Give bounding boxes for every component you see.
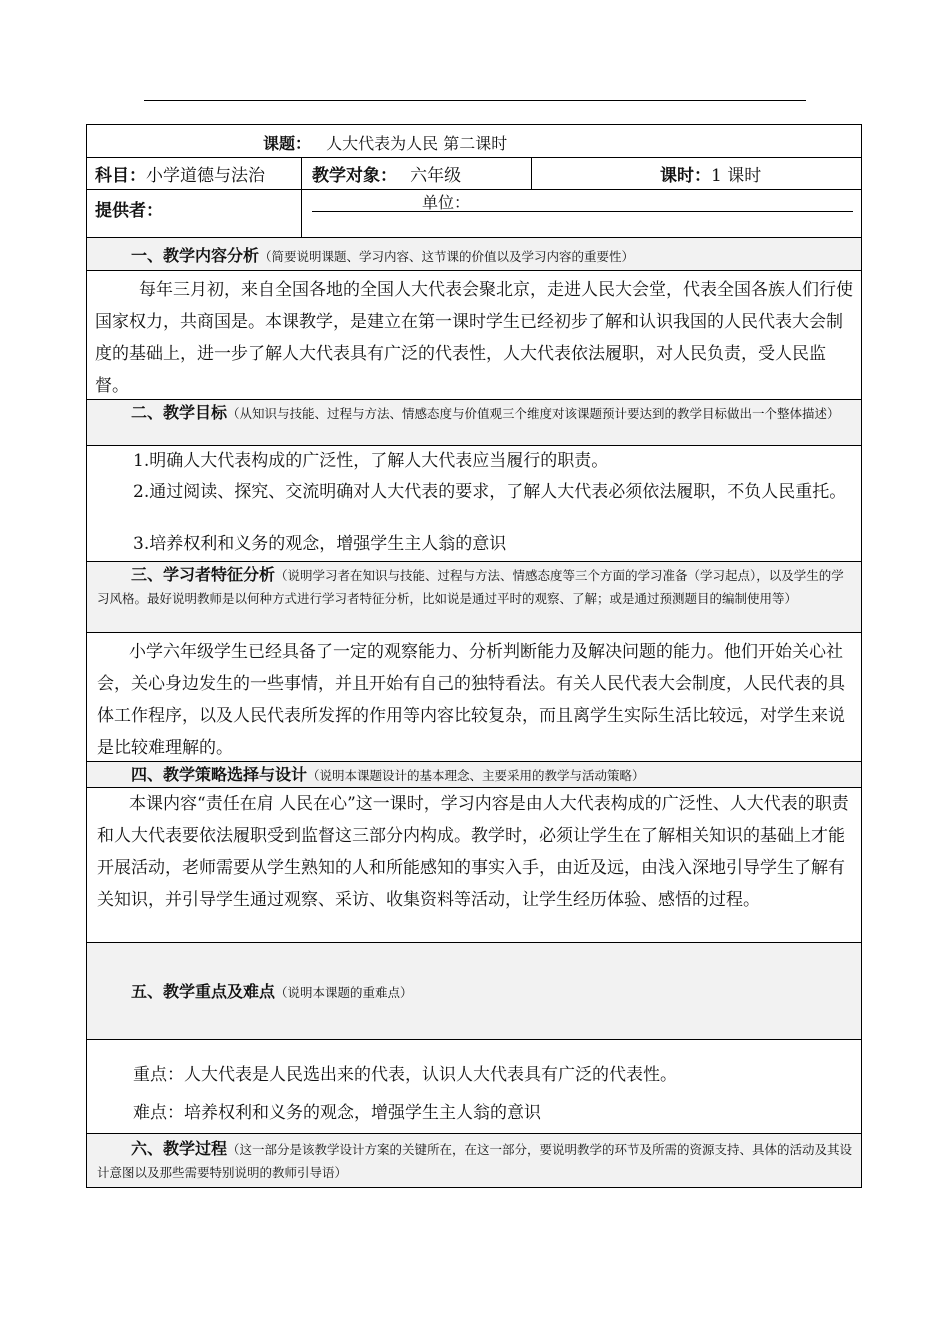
goal-item-3: 3.培养权利和义务的观念，增强学生主人翁的意识	[133, 534, 507, 554]
section-4-body	[87, 788, 861, 943]
goal-item-1: 1.明确人大代表构成的广泛性，了解人大代表应当履行的职责。	[133, 451, 609, 471]
section-2-title: 二、教学目标	[131, 403, 228, 422]
title-value: 人大代表为人民 第二课时	[326, 134, 508, 153]
title-row	[87, 125, 861, 158]
section-5-heading	[87, 943, 861, 1040]
section-3-note: （说明学习者在知识与技能、过程与方法、情感态度等三个方面的学习准备（学习起点），以及学生的学习风格。最好说明教师是以何种方式进行学习者特征分析，比如说是通过平时的观察、了解；或是通过预测题目的编制使用等）	[97, 568, 844, 606]
section-2-body	[87, 446, 861, 562]
section-4-note: （说明本课题设计的基本理念、主要采用的教学与活动策略）	[307, 768, 645, 783]
audience-label: 教学对象：	[312, 166, 397, 186]
section-4-title: 四、教学策略选择与设计	[131, 765, 308, 784]
section-1-body	[87, 271, 861, 400]
section-4-text: 本课内容“责任在肩 人民在心”这一课时，学习内容是由人大代表构成的广泛性、人大代表的职责和人大代表要依法履职受到监督这三部分内构成。教学时，必须让学生在了解相关知识的基础上才能开展活动，老师需要从学生熟知的人和所能感知的事实入手，由近及远，由浅入深地引导学生了解有关知识，并引导学生通过观察、采访、收集资料等活动，让学生经历体验、感悟的过程。	[97, 794, 849, 910]
section-1-text: 每年三月初，来自全国各地的全国人大代表会聚北京，走进人民大会堂，代表全国各族人们行使国家权力，共商国是。本课教学，是建立在第一课时学生已经初步了解和认识我国的人民代表大会制度的基础上，进一步了解人大代表具有广泛的代表性，人大代表依法履职，对人民负责，受人民监督。	[95, 280, 853, 396]
section-6-heading	[87, 1134, 861, 1187]
header-rule	[144, 100, 806, 101]
section-1-title: 一、教学内容分析	[131, 246, 260, 265]
lesson-plan-table	[86, 124, 862, 1188]
subject-row	[87, 158, 861, 190]
section-3-body	[87, 633, 861, 762]
subject-label: 科目：	[95, 166, 146, 186]
unit-underline	[312, 211, 853, 212]
section-2-heading	[87, 400, 861, 446]
key-point: 重点：人大代表是人民选出来的代表，认识人大代表具有广泛的代表性。	[133, 1065, 677, 1085]
section-6-note: （这一部分是该教学设计方案的关键所在，在这一部分，要说明教学的环节及所需的资源支持、具体的活动及其设计意图以及那些需要特别说明的教师引导语）	[97, 1142, 853, 1180]
section-4-heading	[87, 762, 861, 788]
difficult-point: 难点：培养权利和义务的观念，增强学生主人翁的意识	[133, 1103, 541, 1123]
section-1-heading	[87, 238, 861, 271]
section-5-note: （说明本课题的重难点）	[275, 985, 413, 1000]
goal-item-2: 2.通过阅读、探究、交流明确对人大代表的要求，了解人大代表必须依法履职，不负人民重托。	[133, 482, 847, 502]
section-3-text: 小学六年级学生已经具备了一定的观察能力、分析判断能力及解决问题的能力。他们开始关心社会，关心身边发生的一些事情，并且开始有自己的独特看法。有关人民代表大会制度，人民代表的具体工作程序，以及人民代表所发挥的作用等内容比较复杂，而且离学生实际生活比较远，对学生来说是比较难理解的。	[97, 642, 845, 758]
section-2-note: （从知识与技能、过程与方法、情感态度与价值观三个维度对该课题预计要达到的教学目标做出一个整体描述）	[227, 406, 840, 421]
audience-value: 六年级	[410, 166, 462, 186]
section-5-body	[87, 1040, 861, 1134]
section-6-title: 六、教学过程	[131, 1139, 228, 1158]
section-3-title: 三、学习者特征分析	[131, 565, 276, 584]
section-3-heading	[87, 562, 861, 633]
provider-label: 提供者：	[95, 201, 163, 221]
section-5-title: 五、教学重点及难点	[131, 982, 276, 1001]
unit-label: 单位：	[422, 193, 471, 212]
section-1-note: （简要说明课题、学习内容、这节课的价值以及学习内容的重要性）	[259, 249, 635, 264]
hours-label: 课时：	[660, 166, 711, 186]
subject-value: 小学道德与法治	[146, 166, 265, 186]
title-label: 课题：	[263, 134, 312, 153]
hours-value: 1 课时	[711, 166, 762, 186]
provider-row	[87, 190, 861, 238]
